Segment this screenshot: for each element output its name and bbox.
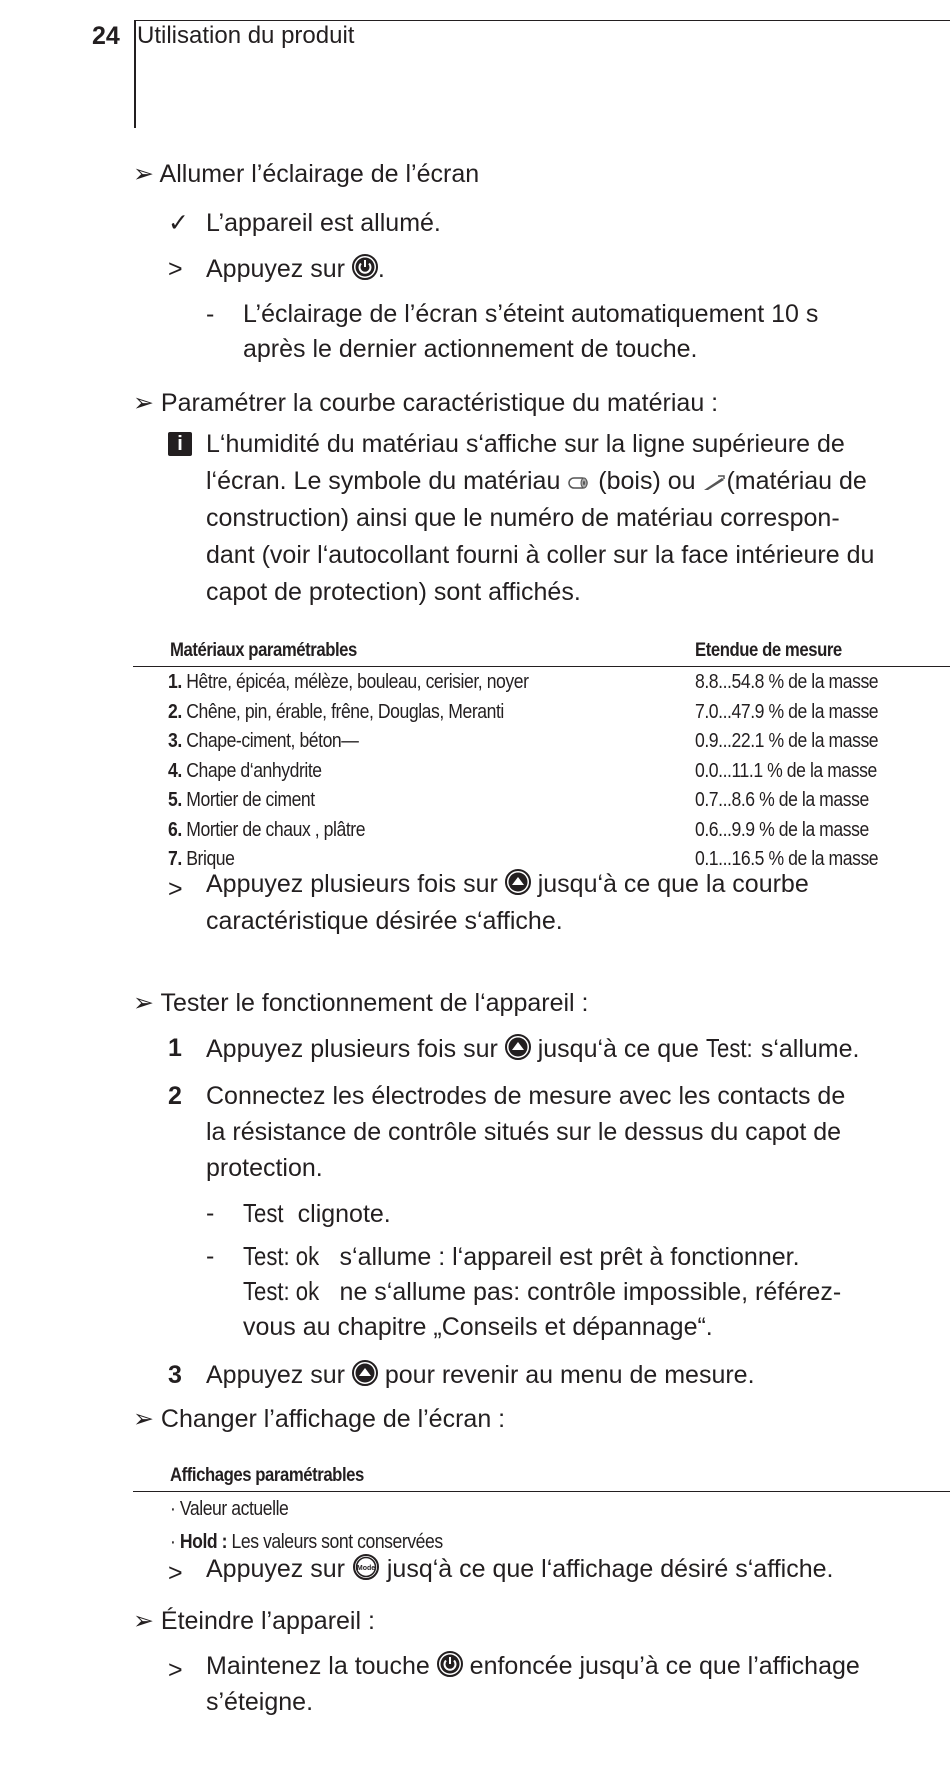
table-row bbox=[168, 701, 950, 729]
material-name bbox=[168, 760, 322, 783]
info-line-5: capot de protection) sont affichés. bbox=[206, 578, 581, 606]
material-name bbox=[168, 819, 365, 842]
material-number: 4. bbox=[168, 759, 182, 782]
test-result-ok: Test: ok s‘allume : l‘appareil est prêt à fonctionner. bbox=[243, 1241, 800, 1271]
up-icon bbox=[505, 1034, 531, 1060]
measurement-range: 0.0...11.1 % de la masse bbox=[695, 759, 877, 782]
arrow-marker: ➢ bbox=[133, 160, 154, 188]
power-icon bbox=[437, 1651, 463, 1677]
test-step-3: Appuyez sur pour revenir au menu de mesure. bbox=[206, 1361, 755, 1389]
info-line-1: L‘humidité du matériau s‘affiche sur la ligne supérieure de bbox=[206, 430, 845, 458]
arrow-marker: ➢ bbox=[133, 989, 154, 1017]
table-header-displays: Affichages paramétrables bbox=[170, 1465, 364, 1486]
material-label: Mortier de ciment bbox=[186, 789, 315, 811]
table-row bbox=[168, 760, 950, 788]
test-result-blink: Test clignote. bbox=[243, 1198, 391, 1228]
material-number: 2. bbox=[168, 700, 182, 723]
material-label: Mortier de chaux , plâtre bbox=[186, 818, 366, 841]
test-step-2-line1: Connectez les électrodes de mesure avec les contacts de bbox=[206, 1082, 846, 1110]
material-name bbox=[168, 730, 358, 753]
step-number-2: 2 bbox=[168, 1082, 182, 1110]
step-select-curve: Appuyez plusieurs fois sur jusqu‘à ce que la courbe bbox=[206, 870, 809, 898]
note-line-2: après le dernier actionnement de touche. bbox=[243, 335, 698, 363]
measurement-range: 7.0...47.9 % de la masse bbox=[695, 700, 879, 723]
arrow-marker: ➢ bbox=[133, 389, 154, 417]
measurement-range: 0.6...9.9 % de la masse bbox=[695, 818, 869, 841]
material-name bbox=[168, 789, 315, 812]
gt-marker: > bbox=[168, 1656, 183, 1684]
table-row bbox=[168, 730, 950, 758]
table-rule bbox=[133, 666, 950, 667]
check-item bbox=[168, 207, 189, 239]
section-heading-material: ➢ Paramétrer la courbe caractéristique du matériau : bbox=[133, 389, 719, 417]
material-label: Hêtre, épicéa, mélèze, bouleau, cerisier, noyer bbox=[186, 671, 529, 693]
info-line-2: l‘écran. Le symbole du matériau (bois) ou (matériau de bbox=[206, 467, 867, 495]
measurement-range: 0.9...22.1 % de la masse bbox=[695, 730, 879, 752]
section-heading-display: ➢ Changer l’affichage de l’écran : bbox=[133, 1405, 506, 1433]
check-marker: ✓ bbox=[168, 209, 189, 237]
test-step-2-line3: protection. bbox=[206, 1154, 323, 1182]
material-name bbox=[168, 701, 504, 724]
material-number: 3. bbox=[168, 730, 182, 752]
table-row bbox=[168, 789, 950, 817]
section-heading-test: ➢ Tester le fonctionnement de l‘appareil : bbox=[133, 989, 589, 1017]
page-title: Utilisation du produit bbox=[137, 22, 355, 49]
power-icon bbox=[352, 254, 378, 280]
measurement-range: 8.8...54.8 % de la masse bbox=[695, 671, 879, 693]
arrow-marker: ➢ bbox=[133, 1405, 154, 1433]
up-icon bbox=[505, 869, 531, 895]
measurement-range: 0.1...16.5 % de la masse bbox=[695, 848, 879, 870]
test-step-2-line2: la résistance de contrôle situés sur le dessus du capot de bbox=[206, 1118, 842, 1146]
table-header-materials: Matériaux paramétrables bbox=[170, 640, 357, 661]
display-option-hold: · Hold : Les valeurs sont conservées bbox=[170, 1531, 443, 1553]
step-number-1: 1 bbox=[168, 1034, 182, 1062]
gt-marker: > bbox=[168, 1559, 183, 1587]
arrow-marker: ➢ bbox=[133, 1607, 154, 1635]
material-label: Chape d‘anhydrite bbox=[186, 759, 322, 782]
header-top-rule bbox=[134, 20, 950, 21]
info-line-3: construction) ainsi que le numéro de matériau correspon- bbox=[206, 504, 840, 532]
display-option-current: · Valeur actuelle bbox=[170, 1498, 289, 1520]
material-number: 6. bbox=[168, 818, 182, 841]
gt-marker: > bbox=[168, 255, 183, 283]
table-header-range: Etendue de mesure bbox=[695, 640, 842, 661]
dash-marker: - bbox=[206, 1199, 215, 1227]
section-heading-off: ➢ Éteindre l’appareil : bbox=[133, 1607, 375, 1635]
measurement-range: 0.7...8.6 % de la masse bbox=[695, 789, 869, 811]
material-number: 5. bbox=[168, 789, 182, 811]
step-press-mode: Appuyez sur Mode jusq‘à ce que l‘affichage désiré s‘affiche. bbox=[206, 1555, 834, 1583]
step-number-3: 3 bbox=[168, 1361, 182, 1389]
check-text: L’appareil est allumé. bbox=[206, 209, 441, 237]
material-number: 1. bbox=[168, 671, 182, 693]
note-line-1: L’éclairage de l’écran s’éteint automatiquement 10 s bbox=[243, 300, 819, 328]
dash-marker: - bbox=[206, 1242, 215, 1270]
material-label: Chêne, pin, érable, frêne, Douglas, Meranti bbox=[186, 700, 504, 723]
section-heading-display-light: ➢ Allumer l’éclairage de l’écran bbox=[133, 160, 480, 188]
info-line-4: dant (voir l‘autocollant fourni à coller sur la face intérieure du bbox=[206, 541, 875, 569]
dash-marker: - bbox=[206, 300, 215, 328]
step-select-curve-line2: caractéristique désirée s‘affiche. bbox=[206, 907, 563, 935]
construction-icon bbox=[702, 474, 726, 492]
table-row bbox=[168, 819, 950, 847]
step-press-power: Appuyez sur . bbox=[206, 255, 385, 283]
up-icon bbox=[352, 1360, 378, 1386]
test-result-fail: Test: ok ne s‘allume pas: contrôle impossible, référez- bbox=[243, 1276, 842, 1306]
svg-text:Mode: Mode bbox=[356, 1565, 376, 1572]
material-number: 7. bbox=[168, 848, 182, 870]
test-result-fail-line2: vous au chapitre „Conseils et dépannage“. bbox=[243, 1313, 713, 1341]
wood-icon bbox=[567, 474, 591, 492]
table-row bbox=[168, 671, 950, 699]
page-number: 24 bbox=[92, 22, 120, 50]
info-icon: i bbox=[168, 432, 192, 456]
step-hold-power-line2: s’éteigne. bbox=[206, 1688, 314, 1716]
material-name bbox=[168, 671, 529, 694]
test-step-1: Appuyez plusieurs fois sur jusqu‘à ce que Test: s‘allume. bbox=[206, 1033, 860, 1063]
table-rule bbox=[133, 1491, 950, 1492]
header-vertical-rule bbox=[134, 20, 136, 128]
mode-icon bbox=[352, 1554, 380, 1580]
material-label: Chape-ciment, béton— bbox=[186, 730, 359, 752]
step-hold-power: Maintenez la touche enfoncée jusqu’à ce que l’affichage bbox=[206, 1652, 860, 1680]
material-label: Brique bbox=[186, 848, 235, 870]
gt-marker: > bbox=[168, 875, 183, 903]
